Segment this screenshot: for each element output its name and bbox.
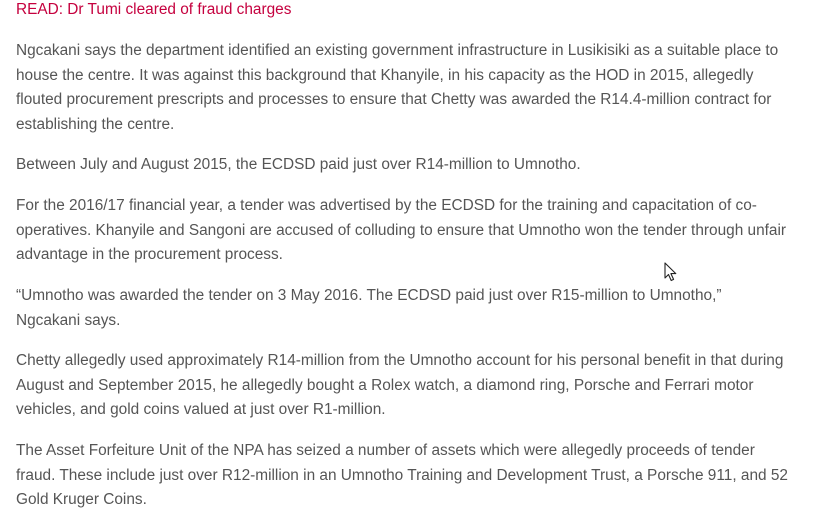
article-paragraph: Ngcakani says the department identified an existing government infrastructure in Lusikisiki as a suitable place to house the centre. It was against this background that Khanyile, in his capacity as the HOD in 2015, allegedly flouted procurement prescripts and processes to ensure that Chetty was awarded the R14.4-million contract for establishing the centre. xyxy=(16,42,779,133)
article-paragraph: The Asset Forfeiture Unit of the NPA has seized a number of assets which were allegedly proceeds of tender fraud. These include just over R12-million in an Umnotho Training and Development Trust, a Porsche 911, and 52 Gold Kruger Coins. xyxy=(16,442,788,509)
article-paragraph: Chetty allegedly used approximately R14-million from the Umnotho account for his personal benefit in that during August and September 2015, he allegedly bought a Rolex watch, a diamond ring, Porsche and Ferrari motor vehicles, and gold coins valued at just over R1-million. xyxy=(16,352,784,419)
read-more-link[interactable]: READ: Dr Tumi cleared of fraud charges xyxy=(16,1,292,18)
article-paragraph: “Umnotho was awarded the tender on 3 May 2016. The ECDSD paid just over R15-million to Umnotho,” Ngcakani says. xyxy=(16,287,722,329)
article-paragraph: Between July and August 2015, the ECDSD paid just over R14-million to Umnotho. xyxy=(16,156,581,173)
article-paragraph: For the 2016/17 financial year, a tender was advertised by the ECDSD for the training and capacitation of co-operatives. Khanyile and Sangoni are accused of colluding to ensure that Umnotho won the tender through unfair advantage in the procurement process. xyxy=(16,197,787,264)
mouse-pointer-icon xyxy=(664,262,678,282)
